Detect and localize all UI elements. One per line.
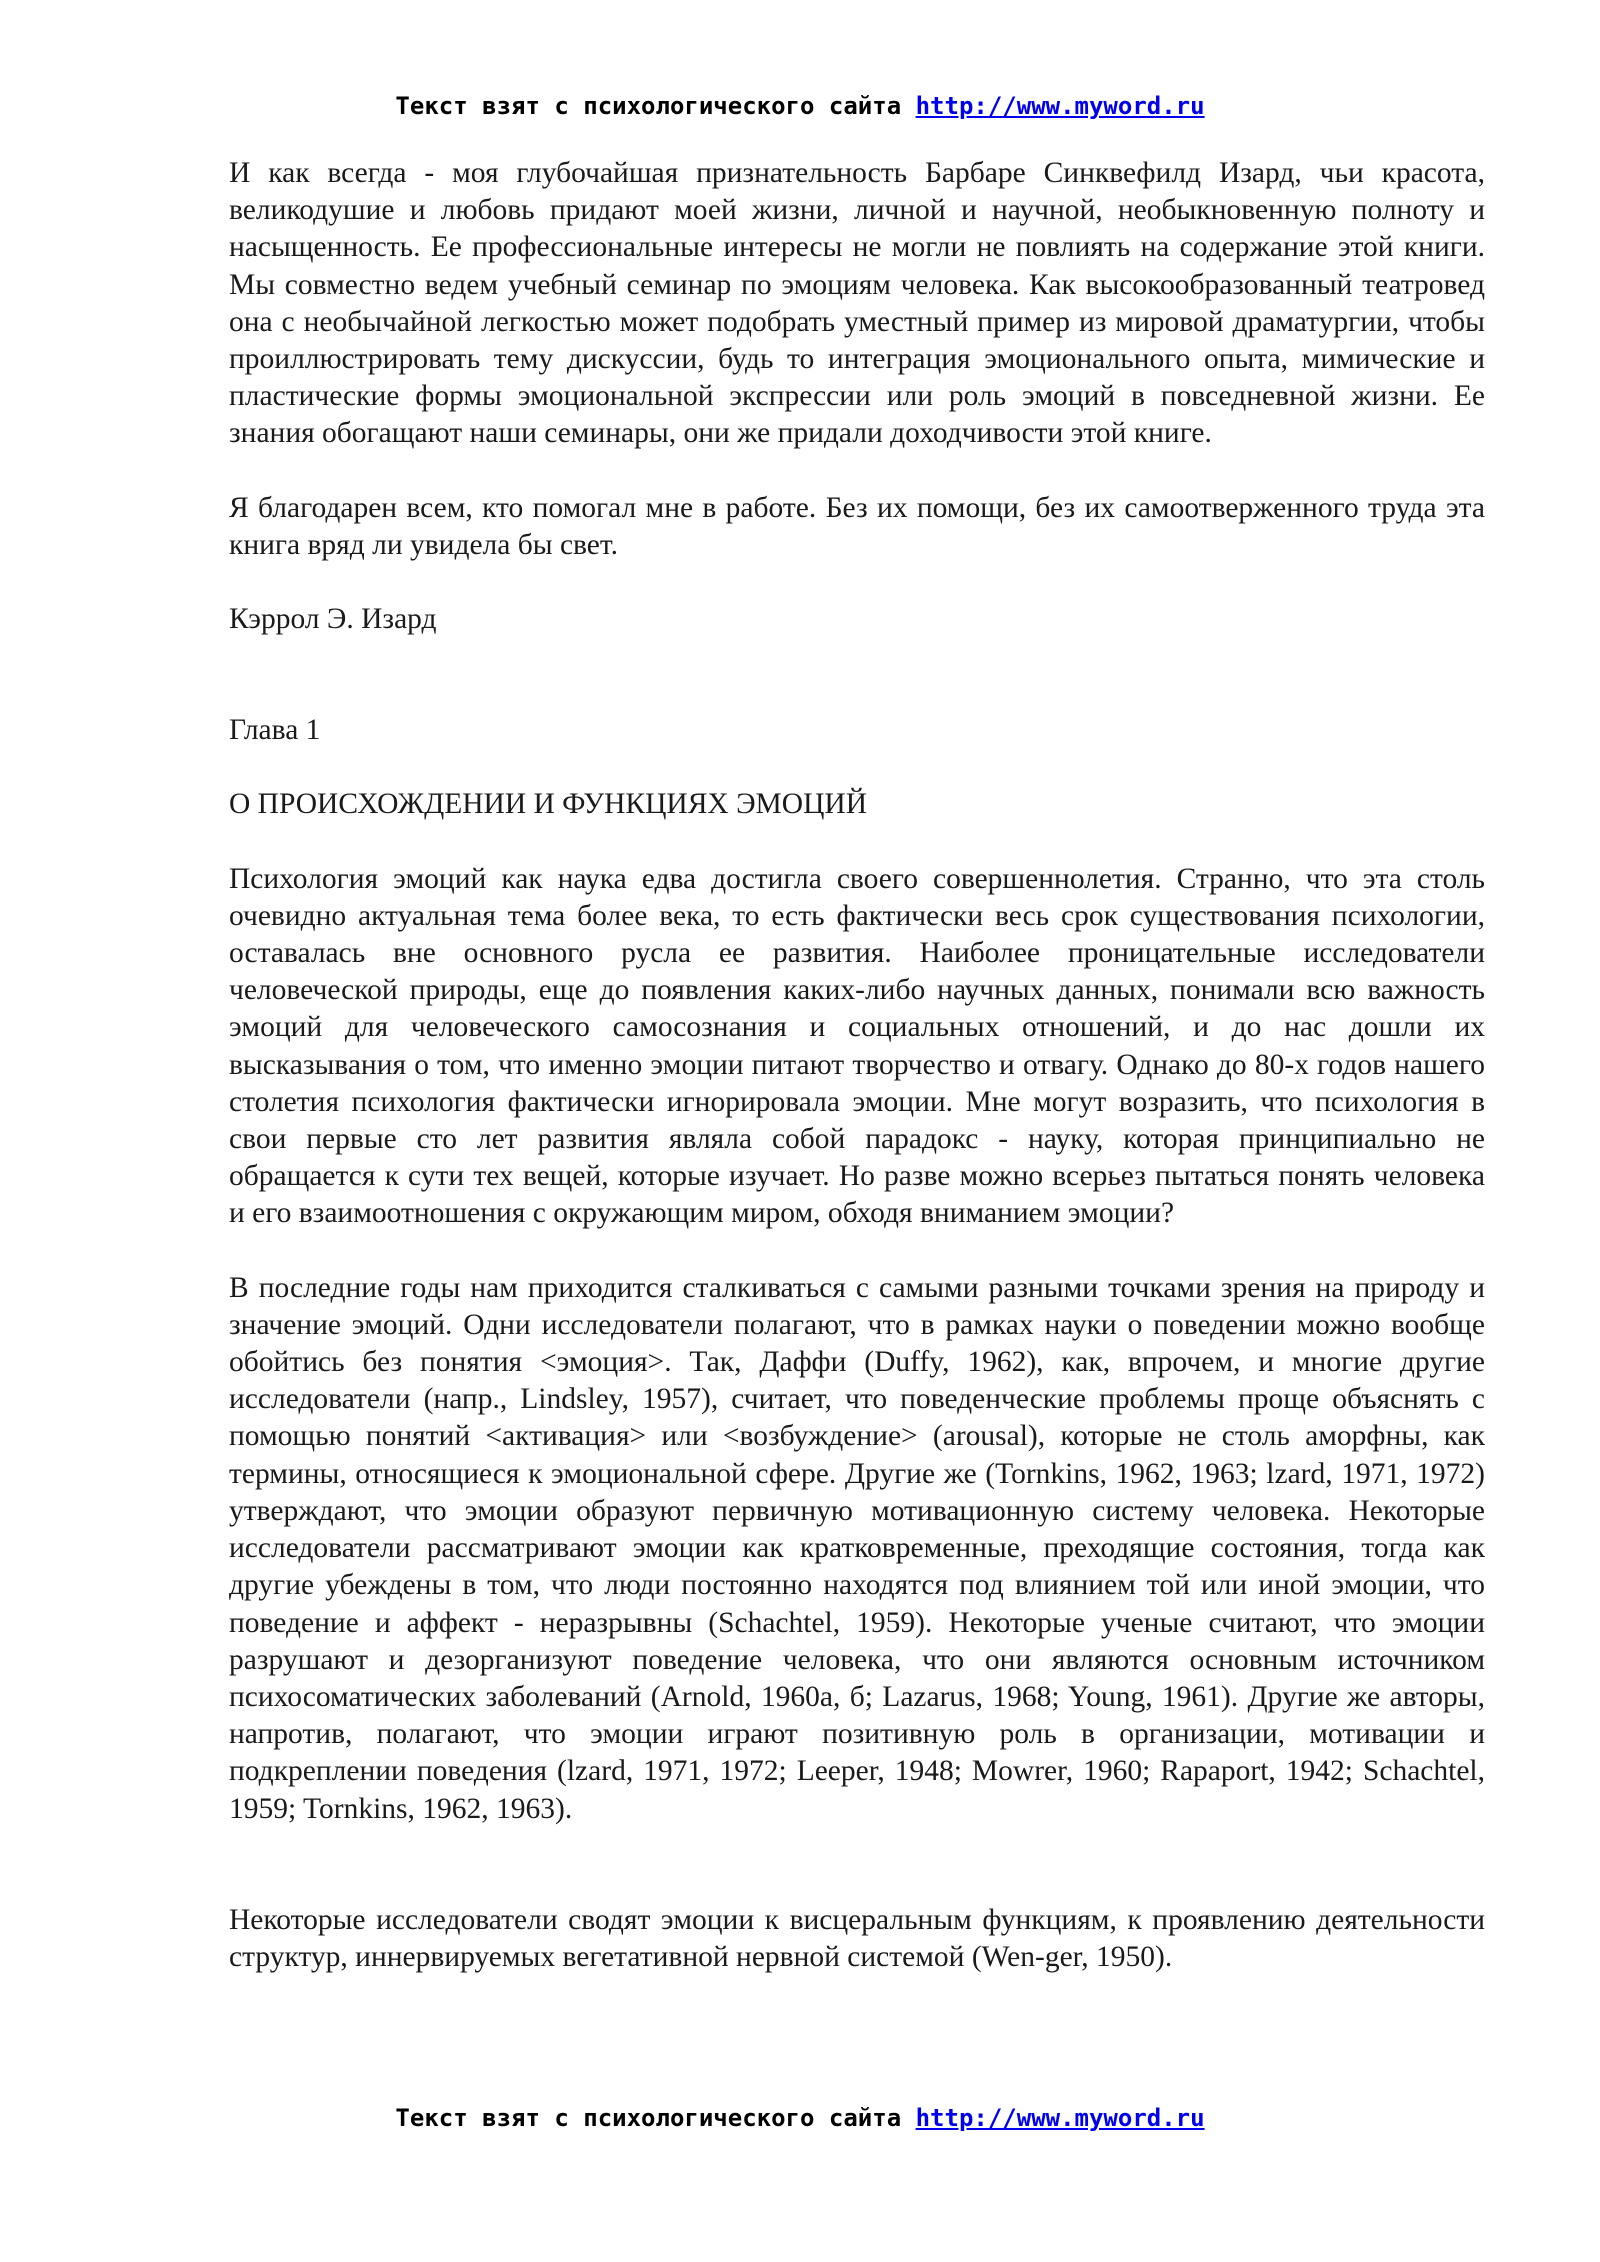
document-body <box>229 155 1485 1976</box>
header-source-line <box>0 92 1600 120</box>
header-source-link[interactable]: http://www.myword.ru <box>915 92 1205 120</box>
paragraph-acknowledgement: И как всегда - моя глубочайшая признательность Барбаре Синквефилд Изард, чьи красота, великодушие и любовь придают моей жизни, личной и научной, необыкновенную полноту и насыщенность. Ее профессиональные интересы не могли не повлиять на содержание этой книги. Мы совместно ведем учебный семинар по эмоциям человека. Как высокообразованный театровед она с необычайной легкостью может подобрать уместный пример из мировой драматургии, чтобы проиллюстрировать тему дискуссии, будь то интеграция эмоционального опыта, мимические и пластические формы эмоциональной экспрессии или роль эмоций в повседневной жизни. Ее знания обогащают наши семинары, они же придали доходчивости этой книге. <box>229 157 1485 450</box>
paragraph-intro: Психология эмоций как наука едва достигла своего совершеннолетия. Странно, что эта столь очевидно актуальная тема более века, то есть фактически весь срок существования психологии, оставалась вне основного русла ее развития. Наиболее проницательные исследователи человеческой природы, еще до появления каких-либо научных данных, понимали всю важность эмоций для человеческого самосознания и социальных отношений, и до нас дошли их высказывания о том, что именно эмоции питают творчество и отвагу. Однако до 80-х годов нашего столетия психология фактически игнорировала эмоции. Мне могут возразить, что психология в свои первые сто лет развития являла собой парадокс - науку, которая принципиально не обращается к сути тех вещей, которые изучает. Но разве можно всерьез пытаться понять человека и его взаимоотношения с окружающим миром, обходя вниманием эмоции? <box>229 862 1485 1230</box>
paragraph-viewpoints: В последние годы нам приходится сталкиваться с самыми разными точками зрения на природу и значение эмоций. Одни исследователи полагают, что в рамках науки о поведении можно вообще обойтись без понятия <эмоция>. Так, Даффи (Duffy, 1962), как, впрочем, и многие другие исследователи (напр., Lindsley, 1957), считает, что поведенческие проблемы проще объяснять с помощью понятий <активация> или <возбуждение> (arousal), которые не столь аморфны, как термины, относящиеся к эмоциональной сфере. Другие же (Tornkins, 1962, 1963; lzard, 1971, 1972) утверждают, что эмоции образуют первичную мотивационную систему человека. Некоторые исследователи рассматривают эмоции как кратковременные, преходящие состояния, тогда как другие убеждены в том, что люди постоянно находятся под влиянием той или иной эмоции, что поведение и аффект - неразрывны (Schachtel, 1959). Некоторые ученые считают, что эмоции разрушают и дезорганизуют поведение человека, что они являются основным источником психосоматических заболеваний (Arnold, 1960а, б; Lazarus, 1968; Young, 1961). Другие же авторы, напротив, полагают, что эмоции играют позитивную роль в организации, мотивации и подкреплении поведения (lzard, 1971, 1972; Leeper, 1948; Mowrer, 1960; Rapaport, 1942; Schachtel, 1959; Tornkins, 1962, 1963). <box>229 1271 1485 1825</box>
paragraph-thanks: Я благодарен всем, кто помогал мне в работе. Без их помощи, без их самоотверженного труда эта книга вряд ли увидела бы свет. <box>229 491 1485 561</box>
paragraph-visceral: Некоторые исследователи сводят эмоции к висцеральным функциям, к проявлению деятельности структур, иннервируемых вегетативной нервной системой (Wen-ger, 1950). <box>229 1903 1485 1973</box>
footer-source-link[interactable]: http://www.myword.ru <box>915 2104 1205 2132</box>
header-source-text: Текст взят с психологического сайта <box>395 92 916 120</box>
chapter-number: Глава 1 <box>229 714 321 747</box>
footer-source-text: Текст взят с психологического сайта <box>395 2104 916 2132</box>
footer-source-line <box>0 2104 1600 2132</box>
author-signature: Кэррол Э. Изард <box>229 603 437 636</box>
chapter-title: О ПРОИСХОЖДЕНИИ И ФУНКЦИЯХ ЭМОЦИЙ <box>229 788 867 821</box>
